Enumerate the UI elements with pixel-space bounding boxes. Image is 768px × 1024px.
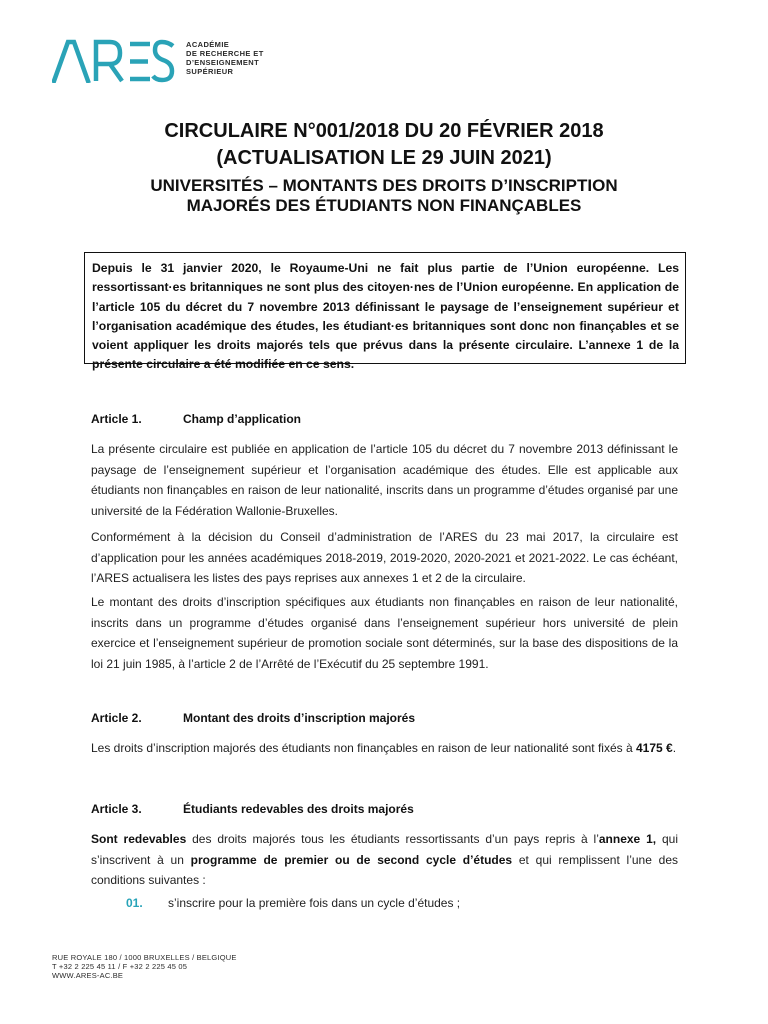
paragraph-text: Les droits d’inscription majorés des étudiants non finançables en raison de leur nationalité sont fixés à — [91, 741, 636, 755]
document-title — [0, 118, 768, 172]
paragraph-text: qui s’inscrivent à un — [91, 832, 679, 867]
paragraph-end: . — [672, 741, 677, 755]
article-title: Montant des droits d’inscription majorés — [183, 711, 416, 725]
update-notice-box: Depuis le 31 janvier 2020, le Royaume-Uni ne fait plus partie de l’Union européenne. Les ressortissant·es britanniques ne sont plus des citoyen·nes de l’Union européenne. En application de l’article 105 du décret du 7 novembre 2013 définissant le paysage de l’enseignement supérieur et l’organisation académique des études, les étudiant·es britanniques sont donc non finançables et se voient appliquer les droits majorés tels que prévus dans la présente circulaire. L’annexe 1 de la présente circulaire a été modifiée en ce sens. — [84, 252, 686, 364]
org-line: DE RECHERCHE ET — [186, 49, 264, 58]
paragraph-text: des droits majorés tous les étudiants ressortissants d’un pays repris à l’ — [186, 832, 599, 846]
subtitle-line-1: UNIVERSITÉS – MONTANTS DES DROITS D’INSCRIPTION — [150, 176, 618, 195]
article-number: Article 1. — [91, 412, 142, 426]
article-2-paragraph — [91, 738, 678, 759]
article-number: Article 3. — [91, 802, 142, 816]
org-name — [186, 40, 264, 76]
article-title: Champ d’application — [183, 412, 302, 426]
list-item-number: 01. — [126, 896, 143, 910]
article-1-paragraph-2: Conformément à la décision du Conseil d’administration de l’ARES du 23 mai 2017, la circulaire est d’application pour les années académiques 2018-2019, 2019-2020, 2020-2021 et 2021-2022. Le cas échéant, l’ARES actualisera les listes des pays reprises aux annexes 1 et 2 de la circulaire. — [91, 530, 678, 585]
org-line: D’ENSEIGNEMENT — [186, 58, 260, 67]
article-3-paragraph — [91, 829, 678, 891]
org-line: SUPÉRIEUR — [186, 67, 234, 76]
paragraph-text: et qui remplissent l’une des conditions suivantes : — [91, 852, 679, 887]
document-subtitle — [0, 176, 768, 216]
bold-text: annexe 1, — [598, 832, 657, 846]
article-number: Article 2. — [91, 711, 142, 725]
ares-logo-mark — [52, 38, 176, 83]
title-line-2: (ACTUALISATION LE 29 JUIN 2021) — [216, 147, 552, 169]
article-1-paragraph-1: La présente circulaire est publiée en application de l’article 105 du décret du 7 novembre 2013 définissant le paysage de l’enseignement supérieur et l’organisation académique des études. Elle est applicable aux étudiants non finançables en raison de leur nationalité, inscrits dans un programme d’études organisé par une université de la Fédération Wallonie-Bruxelles. — [91, 442, 678, 518]
subtitle-line-2: MAJORÉS DES ÉTUDIANTS NON FINANÇABLES — [186, 196, 582, 215]
bold-text: programme de premier ou de second cycle d’études — [190, 852, 513, 867]
bold-text: Sont redevables — [91, 832, 187, 846]
article-1-paragraph-3: Le montant des droits d’inscription spécifiques aux étudiants non finançables en raison de leur nationalité, inscrits dans un programme d’études organisé dans l’enseignement supérieur hors université de plein exercice et l’enseignement supérieur de promotion sociale sont déterminés, sur la base des dispositions de la loi 21 juin 1985, à l’article 2 de l’Arrêté de l’Exécutif du 25 septembre 1991. — [91, 595, 678, 671]
article-title: Étudiants redevables des droits majorés — [183, 802, 414, 816]
footer-line: RUE ROYALE 180 / 1000 BRUXELLES / BELGIQUE — [52, 953, 237, 962]
ares-logo — [52, 38, 452, 83]
footer-line: T +32 2 225 45 11 / F +32 2 225 45 05 — [52, 962, 188, 972]
title-line-1: CIRCULAIRE N°001/2018 DU 20 FÉVRIER 2018 — [164, 120, 604, 142]
footer-address — [52, 953, 237, 981]
org-line: ACADÉMIE — [186, 40, 230, 49]
list-item-text: s’inscrire pour la première fois dans un cycle d’études ; — [168, 896, 461, 910]
footer-line: WWW.ARES-AC.BE — [52, 971, 124, 981]
amount: 4175 € — [636, 741, 673, 755]
